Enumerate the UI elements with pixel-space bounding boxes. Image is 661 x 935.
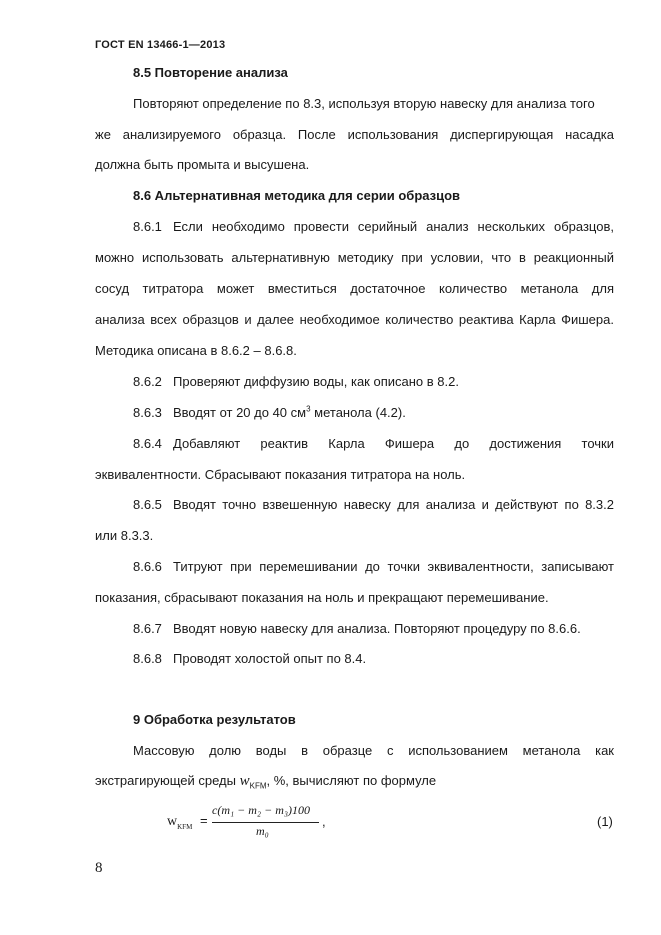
para-8-6-4-line-2: эквивалентности. Cбрасывают показания титратора на ноль. bbox=[95, 467, 466, 482]
para-8-6-4-number bbox=[133, 436, 173, 452]
para-8-6-3 bbox=[133, 405, 406, 421]
formula-denominator: m₀ bbox=[256, 824, 269, 838]
s85-line-1: Повторяют определение по 8.3, используя вторую навеску для анализа того bbox=[133, 96, 595, 111]
para-8-6-6-line-1: Титруют при перемешивании до точки эквивалентности, записывают bbox=[173, 559, 614, 574]
page-number: 8 bbox=[95, 860, 103, 876]
para-8-6-7 bbox=[133, 621, 581, 637]
para-number: 8.6.2 bbox=[133, 374, 162, 389]
formula-number: (1) bbox=[597, 814, 613, 829]
para-number: 8.6.5 bbox=[133, 497, 162, 512]
para-number: 8.6.8 bbox=[133, 651, 162, 666]
variable-w: w bbox=[239, 773, 250, 789]
formula-lhs-subscript: KFM bbox=[177, 822, 193, 831]
formula-comma: , bbox=[322, 814, 326, 829]
para-8-6-1-line-2: можно использовать альтернативную методику при условии, что в реакционный bbox=[95, 250, 614, 265]
para-number: 8.6.4 bbox=[133, 436, 162, 451]
formula-equals: = bbox=[200, 813, 208, 828]
para-8-6-1-line-1: Если необходимо провести серийный анализ нескольких образцов, bbox=[173, 219, 614, 234]
formula-lhs bbox=[167, 814, 192, 831]
section-9-title: 9 Обработка результатов bbox=[133, 712, 296, 727]
para-text: Проводят холостой опыт по 8.4. bbox=[173, 651, 367, 666]
s9-line-1: Массовую долю воды в образце с использованием метанола как bbox=[133, 743, 614, 758]
section-8-5-title: 8.5 Повторение анализа bbox=[133, 65, 288, 80]
para-8-6-5-line-2: или 8.3.3. bbox=[95, 528, 154, 543]
formula-1 bbox=[167, 800, 627, 850]
para-text: Проверяют диффузию воды, как описано в 8.2. bbox=[173, 374, 459, 389]
para-number: 8.6.6 bbox=[133, 559, 162, 574]
para-8-6-1-line-4: анализа всех образцов и далее необходимое количество реактива Карла Фишера. bbox=[95, 312, 614, 327]
para-8-6-6-line-2: показания, сбрасывают показания на ноль и прекращают перемешивание. bbox=[95, 590, 549, 605]
para-number: 8.6.7 bbox=[133, 621, 162, 636]
para-text-end: метанола (4.2). bbox=[310, 405, 406, 420]
standard-header: ГОСТ EN 13466-1—2013 bbox=[95, 39, 226, 51]
para-8-6-8 bbox=[133, 651, 366, 667]
formula-numerator: c(m₁ − m₂ − m₃)100 bbox=[212, 803, 311, 817]
para-8-6-1-first-line bbox=[133, 219, 173, 235]
para-8-6-6-number bbox=[133, 559, 173, 575]
para-number: 8.6.1 bbox=[133, 219, 162, 234]
s9-line-2 bbox=[95, 773, 436, 795]
para-8-6-2 bbox=[133, 374, 459, 390]
para-8-6-1-line-3: сосуд титратора может вместиться достаточное количество метанола для bbox=[95, 281, 614, 296]
para-8-6-4-line-1: Добавляют реактив Карла Фишера до достижения точки bbox=[173, 436, 614, 451]
formula-lhs-var: w bbox=[167, 814, 178, 829]
para-number: 8.6.3 bbox=[133, 405, 162, 420]
fraction-bar bbox=[212, 822, 319, 823]
variable-subscript: KFM bbox=[249, 781, 267, 791]
para-text: Вводят от 20 до 40 см bbox=[173, 405, 307, 420]
section-8-6-title: 8.6 Альтернативная методика для серии образцов bbox=[133, 188, 461, 203]
s9-line-2-start: экстрагирующей среды bbox=[95, 773, 240, 788]
s9-line-2-end: , %, вычисляют по формуле bbox=[266, 773, 437, 788]
s85-line-2: же анализируемого образца. После использования диспергирующая насадка bbox=[95, 127, 614, 142]
para-8-6-5-line-1: Вводят точно взвешенную навеску для анализа и действуют по 8.3.2 bbox=[173, 497, 614, 512]
s85-line-3: должна быть промыта и высушена. bbox=[95, 157, 310, 172]
para-text: Вводят новую навеску для анализа. Повторяют процедуру по 8.6.6. bbox=[173, 621, 581, 636]
para-8-6-5-number bbox=[133, 497, 173, 513]
superscript: 3 bbox=[306, 404, 311, 414]
para-8-6-1-line-5: Методика описана в 8.6.2 – 8.6.8. bbox=[95, 343, 297, 358]
